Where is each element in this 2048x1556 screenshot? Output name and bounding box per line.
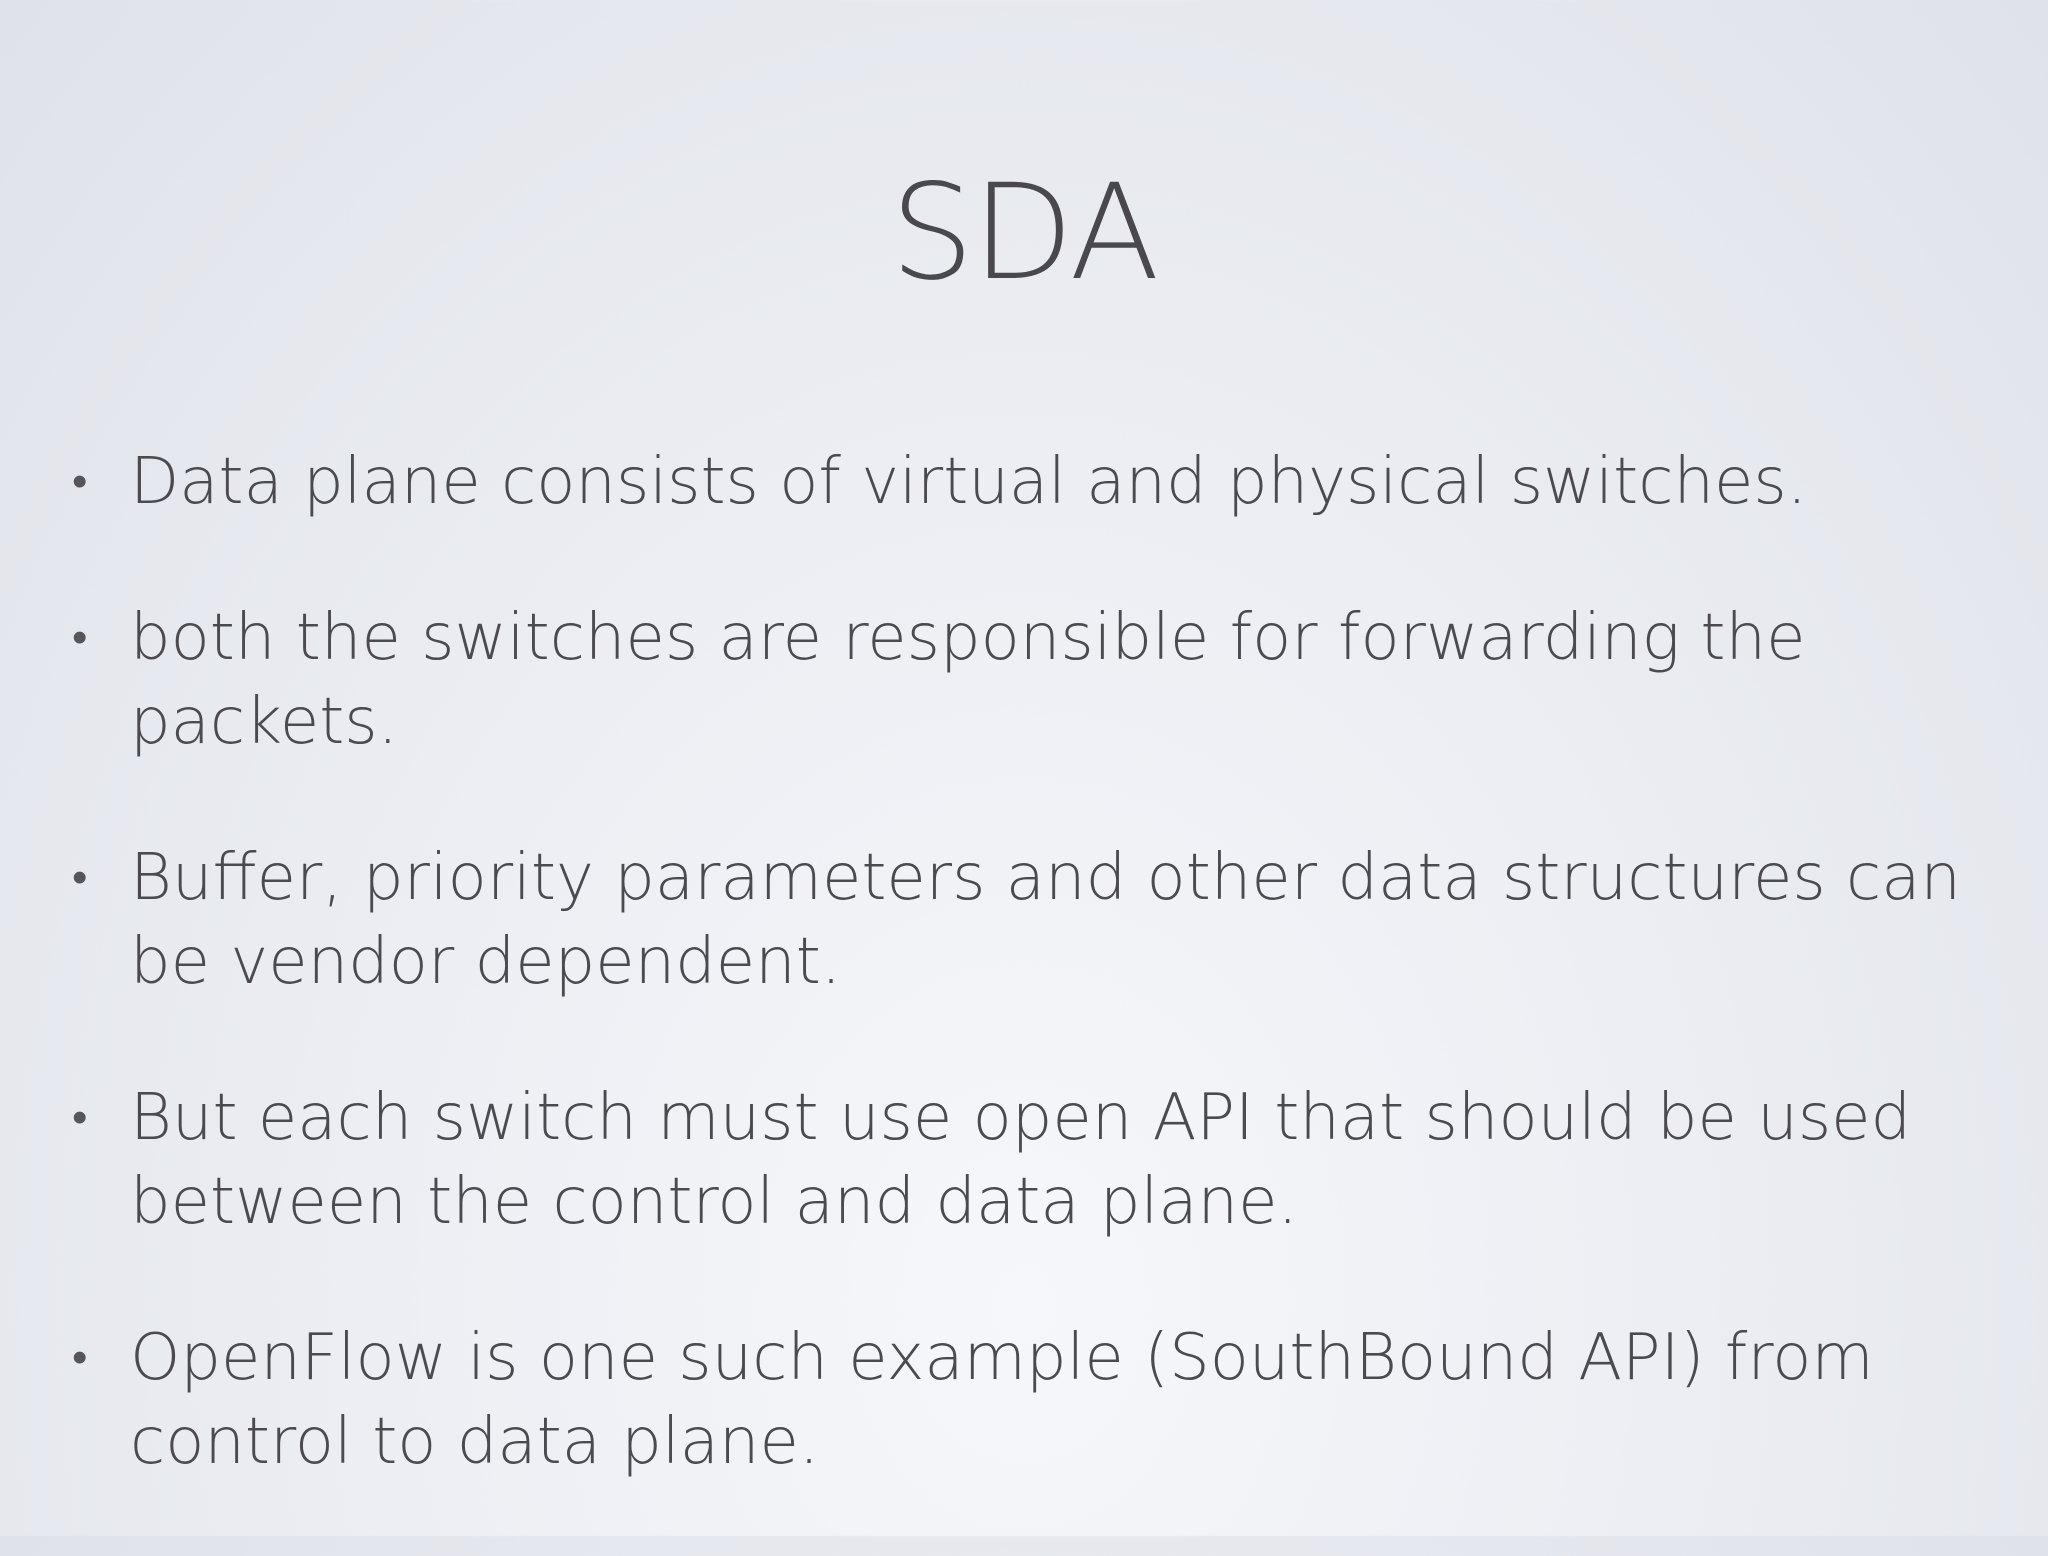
bullet-text: Data plane consists of virtual and physical switches. — [130, 445, 1808, 519]
bullet-list — [72, 440, 1990, 1556]
bullet-icon: • — [72, 1332, 88, 1383]
bullet-text: But each switch must use open API that should be used between the control and data plane. — [130, 1081, 1912, 1239]
bullet-icon: • — [72, 612, 88, 663]
bullet-icon: • — [72, 1092, 88, 1143]
bullet-icon: • — [72, 456, 88, 507]
bullet-item — [72, 836, 1990, 1004]
bullet-text: both the switches are responsible for forwarding the packets. — [130, 601, 1806, 759]
bullet-item — [72, 440, 1990, 524]
bullet-item — [72, 596, 1990, 764]
slide-title: SDA — [890, 156, 1158, 310]
bullet-icon: • — [72, 852, 88, 903]
bullet-text: OpenFlow is one such example (SouthBound API) from control to data plane. — [130, 1321, 1874, 1479]
bullet-item — [72, 1076, 1990, 1244]
bullet-text: Buffer, priority parameters and other data structures can be vendor dependent. — [130, 841, 1961, 999]
bullet-item — [72, 1316, 1990, 1484]
